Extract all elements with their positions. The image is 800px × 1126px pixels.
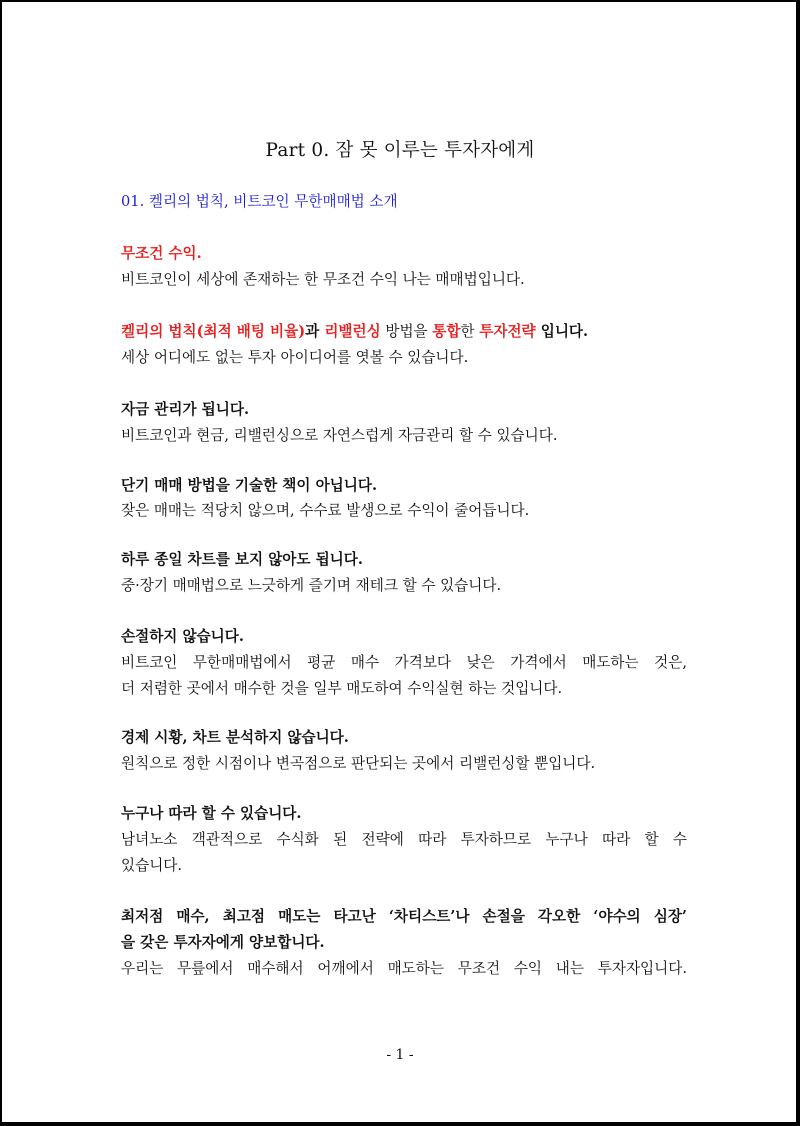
block6-body-line2: 더 저렴한 곳에서 매수한 것을 일부 매도하여 수익실현 하는 것입니다. <box>121 680 563 697</box>
kelly-rule-text: 켈리의 법칙(최적 배팅 비율) <box>121 323 306 340</box>
block8-body-line2: 있습니다. <box>121 857 183 874</box>
block3-heading: 자금 관리가 됩니다. <box>121 401 250 418</box>
block2-body: 세상 어디에도 없는 투자 아이디어를 엿볼 수 있습니다. <box>121 349 469 366</box>
block7-body: 원칙으로 정한 시점이나 변곡점으로 판단되는 곳에서 리밸런싱할 뿐입니다. <box>121 755 596 772</box>
block6-body-line1: 비트코인 무한매매법에서 평균 매수 가격보다 낮은 가격에서 매도하는 것은, <box>121 654 687 671</box>
page-number: - 1 - <box>386 1047 414 1063</box>
page-title: Part 0. 잠 못 이루는 투자자에게 <box>265 140 535 161</box>
block3-body: 비트코인과 현금, 리밸런싱으로 자연스럽게 자금관리 할 수 있습니다. <box>121 427 558 444</box>
block9-heading-line2: 을 갖은 투자자에게 양보합니다. <box>121 934 325 951</box>
block2-han-text: 한 <box>460 323 480 340</box>
block7-heading: 경제 시황, 차트 분석하지 않습니다. <box>121 729 349 746</box>
block2-connector: 과 <box>305 323 325 340</box>
block1-heading: 무조건 수익. <box>121 245 202 262</box>
block2-end-text: 입니다. <box>535 323 589 340</box>
block4-heading: 단기 매매 방법을 기술한 책이 아닙니다. <box>121 477 378 494</box>
block4-body: 잦은 매매는 적당치 않으며, 수수료 발생으로 수익이 줄어듭니다. <box>121 502 530 519</box>
block1-body: 비트코인이 세상에 존재하는 한 무조건 수익 나는 매매법입니다. <box>121 271 525 288</box>
section-heading: 01. 켈리의 법칙, 비트코인 무한매매법 소개 <box>121 193 398 210</box>
block6-heading: 손절하지 않습니다. <box>121 628 244 645</box>
block2-method-text: 방법을 <box>380 323 433 340</box>
rebalancing-text: 리밸런싱 <box>324 323 381 340</box>
block5-body: 중·장기 매매법으로 느긋하게 즐기며 재테크 할 수 있습니다. <box>121 577 502 594</box>
strategy-text: 투자전략 <box>479 323 536 340</box>
block9-body: 우리는 무릎에서 매수해서 어깨에서 매도하는 무조건 수익 내는 투자자입니다. <box>121 960 687 977</box>
block8-body-line1: 남녀노소 객관적으로 수식화 된 전략에 따라 투자하므로 누구나 따라 할 수 <box>121 831 687 848</box>
block9-heading-line1: 최저점 매수, 최고점 매도는 타고난 ‘차티스트’나 손절을 각오한 ‘야수의 심장’ <box>121 908 687 925</box>
block5-heading: 하루 종일 차트를 보지 않아도 됩니다. <box>121 551 363 568</box>
block8-heading: 누구나 따라 할 수 있습니다. <box>121 805 302 822</box>
integration-text: 통합 <box>432 323 461 340</box>
block2-heading <box>121 320 687 341</box>
